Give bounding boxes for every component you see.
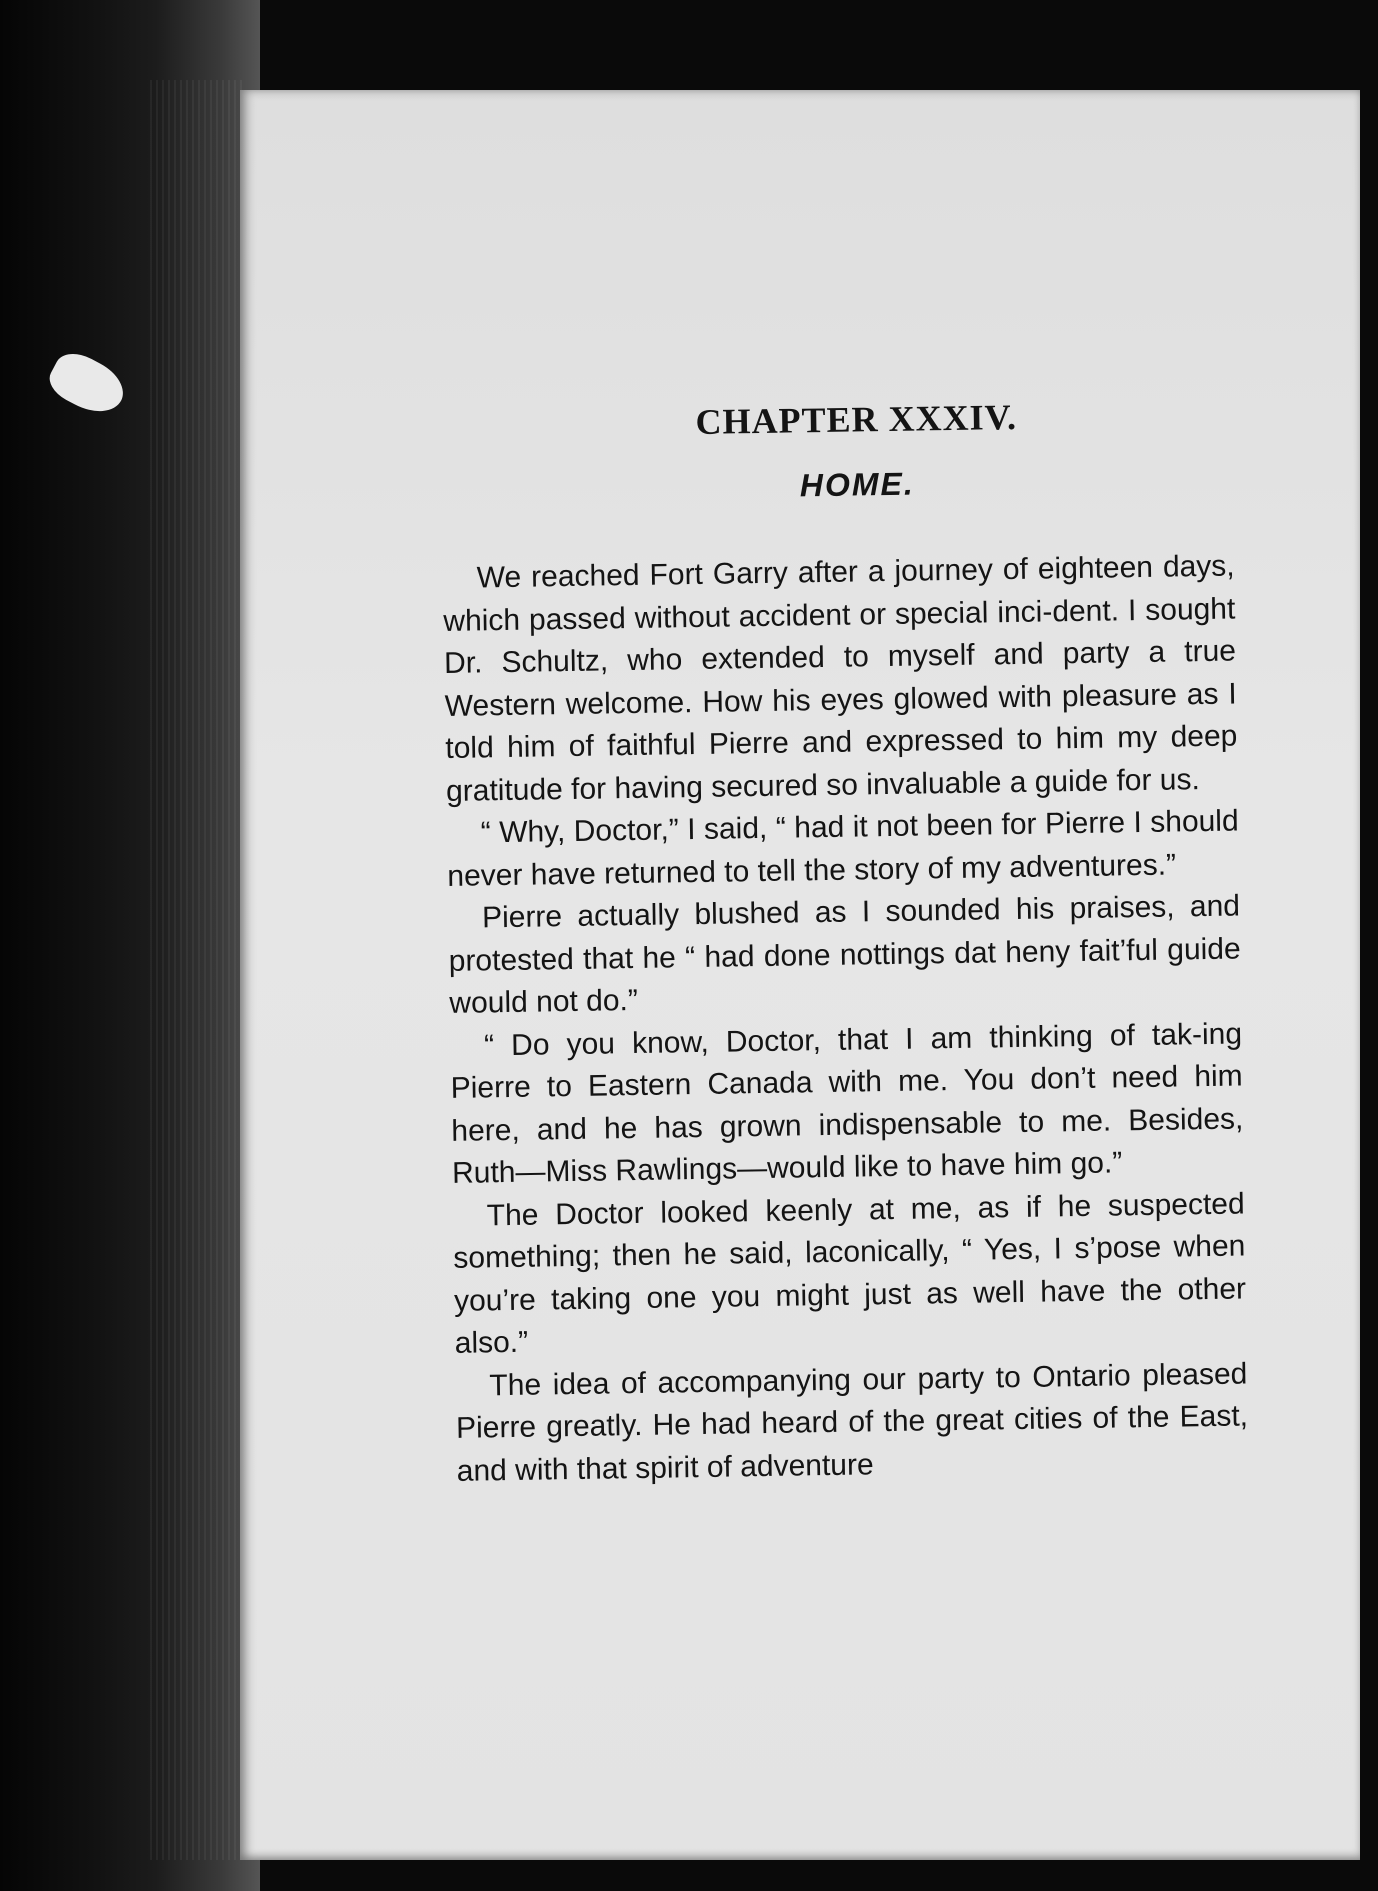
- paragraph-1: We reached Fort Garry after a journey of eighteen days, which passed without accident or special inci-dent. I sought Dr. Schultz, who extended to myself and party a true Western welcome. How his eyes glowed with pleasure as I told him of faithful Pierre and expressed to him my deep gratitude for having secured so invaluable a guide for us.: [443, 549, 1238, 808]
- paragraph-5: The Doctor looked keenly at me, as if he suspected something; then he said, laconically, “ Yes, I s’pose when you’re taking one you might just as well have the other also.”: [453, 1186, 1247, 1360]
- page-text-block: [440, 393, 1249, 1493]
- spine-scan-streaks: [150, 80, 245, 1860]
- paragraph-3: Pierre actually blushed as I sounded his praises, and protested that he “ had done nottings dat heny fait’ful guide would not do.”: [448, 889, 1241, 1020]
- book-page: [240, 90, 1360, 1860]
- paragraph-4: “ Do you know, Doctor, that I am thinking of tak-ing Pierre to Eastern Canada with me. You don’t need him here, and he has grown indispensable to me. Besides, Ruth—Miss Rawlings—would like to have him go.”: [450, 1016, 1244, 1190]
- paragraph-2: “ Why, Doctor,” I said, “ had it not been for Pierre I should never have returned to tell the story of my adventures.”: [447, 804, 1239, 893]
- chapter-heading: CHAPTER XXXIV.: [695, 396, 1018, 442]
- chapter-title: HOME.: [799, 465, 916, 504]
- paragraph-6: The idea of accompanying our party to Ontario pleased Pierre greatly. He had heard of the great cities of the East, and with that spirit of adventure: [455, 1356, 1249, 1488]
